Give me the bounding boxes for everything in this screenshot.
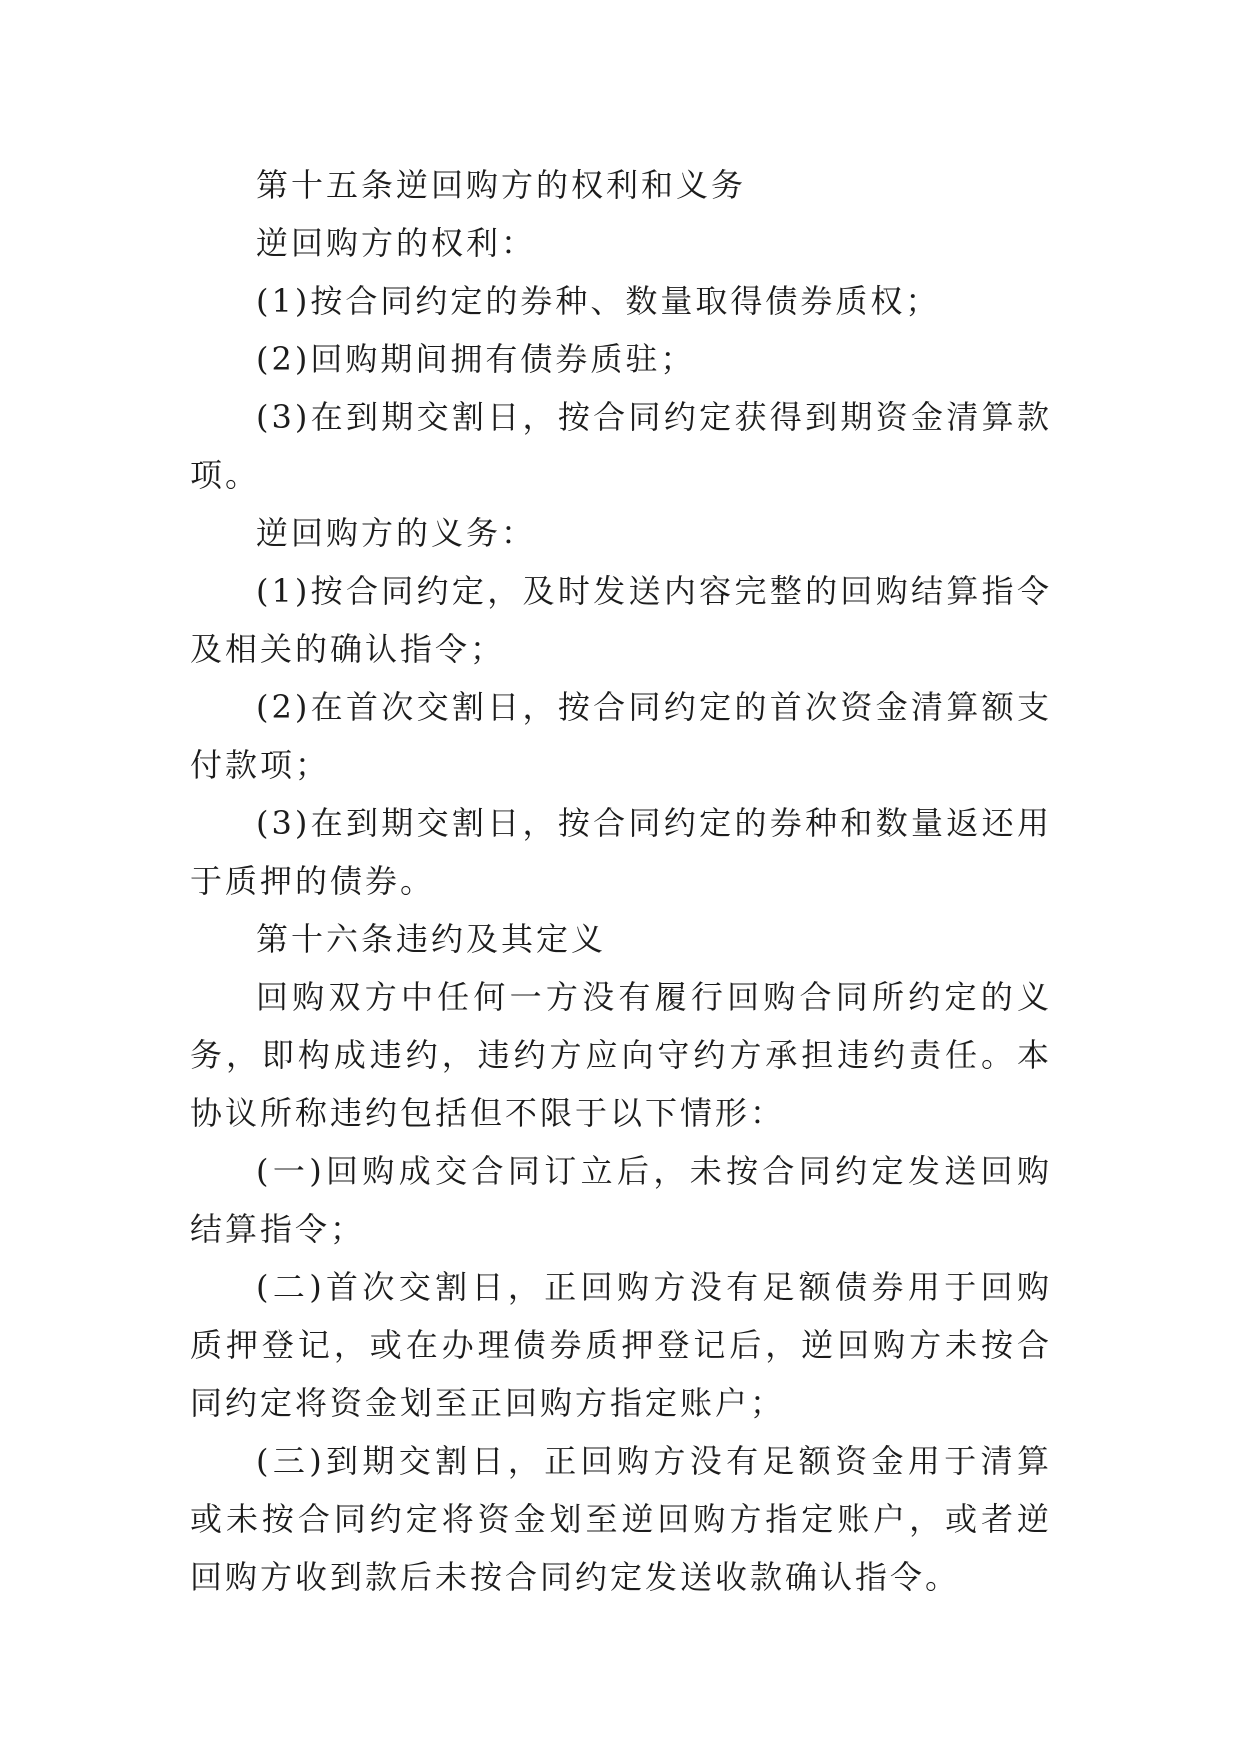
reverse-repo-rights-heading: 逆回购方的权利： — [256, 224, 537, 262]
default-definition-paragraph: 回购双方中任何一方没有履行回购合同所约定的义务，即构成违约，违约方应向守约方承担违约责任。本协议所称违约包括但不限于以下情形： — [190, 978, 1052, 1132]
default-case-2: (二)首次交割日，正回购方没有足额债券用于回购质押登记，或在办理债券质押登记后，逆回购方未按合同约定将资金划至正回购方指定账户； — [190, 1268, 1052, 1422]
reverse-repo-obligations-heading: 逆回购方的义务： — [256, 514, 537, 552]
obligations-item-1: (1)按合同约定，及时发送内容完整的回购结算指令及相关的确认指令； — [190, 572, 1052, 668]
default-case-3: (三)到期交割日，正回购方没有足额资金用于清算或未按合同约定将资金划至逆回购方指定账户，或者逆回购方收到款后未按合同约定发送收款确认指令。 — [190, 1442, 1052, 1596]
rights-item-2: (2)回购期间拥有债券质驻； — [256, 340, 696, 378]
default-case-1: (一)回购成交合同订立后，未按合同约定发送回购结算指令； — [190, 1152, 1052, 1248]
rights-item-3: (3)在到期交割日，按合同约定获得到期资金清算款项。 — [190, 398, 1052, 494]
obligations-item-2: (2)在首次交割日，按合同约定的首次资金清算额支付款项； — [190, 688, 1052, 784]
obligations-item-3: (3)在到期交割日，按合同约定的券种和数量返还用于质押的债券。 — [190, 804, 1052, 900]
article-15-heading: 第十五条逆回购方的权利和义务 — [256, 166, 747, 204]
document-body — [190, 156, 1052, 1606]
article-16-heading: 第十六条违约及其定义 — [256, 920, 607, 958]
rights-item-1: (1)按合同约定的券种、数量取得债券质权； — [256, 282, 941, 320]
